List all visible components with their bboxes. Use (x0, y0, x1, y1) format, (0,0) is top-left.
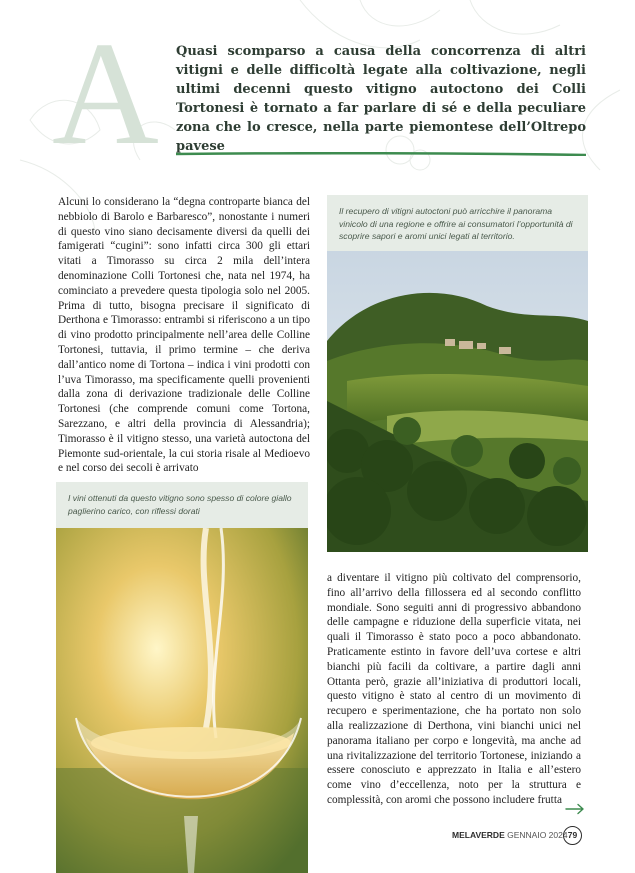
wine-glass-photo (56, 528, 308, 873)
magazine-name: MELAVERDE (452, 830, 505, 840)
issue-date: GENNAIO 2024 (507, 830, 568, 840)
continue-arrow-icon (565, 803, 585, 815)
body-text-left: Alcuni lo considerano la “degna controparte bianca del nebbiolo di Barolo e Barbaresco”, nonostante i numeri di questo vino siano decisamente diversi da quelli dei famigerati “cugini”: sono infatti circa 300 gli ettari vitati a Timorasso su circa 2 mila dell’intera denominazione Colli Tortonesi che, nata nel 1974, ha cominciato a prevedere questa tipologia solo nel 2005. Prima di tutto, bisogna precisare il significato di Derthona e Timorasso: entrambi si riferiscono a un tipo di vino prodotto principalmente nell’area delle Colline Tortonesi, tuttavia, il primo termine – che deriva dall’antico nome di Tortona – indica i vini prodotti con l’uva Timorasso, ma specificamente quelli provenienti dalla zona di derivazione tradizionale delle Colline Tortonesi (che comprende comuni come Tortona, Sarezzano, e altri della provincia di Alessandria); Timorasso è il vitigno stesso, una varietà autoctona del Piemonte sud-orientale, la cui storia risale al Medioevo e nel corso dei secoli è arrivato (58, 196, 310, 475)
body-text-right: a diventare il vitigno più coltivato del comprensorio, fino all’arrivo della fillossera ed al secondo conflitto mondiale. Sono seguiti anni di progressivo abbandono delle campagne e riduzione della superficie vitata, nei quali il Timorasso è stato poco a poco abbandonato. Praticamente estinto in favore dell’uva cortese e altri bianchi più facili da coltivare, a partire dagli anni Ottanta però, grazie all’iniziativa di produttori locali, questo vitigno è stato al centro di un movimento di recupero e sperimentazione, che ha portato non solo alla realizzazione di Derthona, vini bianchi unici nel panorama italiano per corpo e longevità, ma anche ad una rivitalizzazione del territorio Tortonese, iniziando a essere conosciuto e apprezzato in Italia e all’estero come vino d’eccellenza, noto per la struttura e complessità, con aromi che possono includere frutta (327, 572, 581, 806)
intro-paragraph: Quasi scomparso a causa della concorrenza di altri vitigni e delle difficoltà legate alla coltivazione, negli ultimi decenni questo vitigno autoctono dei Colli Tortonesi è tornato a far parlare di sé e della peculiare zona che lo cresce, nella parte piemontese dell’Oltrepo pavese (176, 44, 586, 154)
page-footer (452, 830, 568, 840)
wine-caption: I vini ottenuti da questo vitigno sono spesso di colore giallo paglierino carico, con riflessi dorati (56, 482, 308, 528)
intro-underline (176, 152, 586, 156)
page-number: 79 (563, 826, 582, 845)
drop-cap: A (52, 12, 159, 176)
landscape-caption: Il recupero di vitigni autoctoni può arricchire il panorama vinicolo di una regione e offrire ai consumatori l’opportunità di scoprire sapori e aromi unici legati al territorio. (327, 195, 588, 251)
landscape-photo (327, 251, 588, 552)
